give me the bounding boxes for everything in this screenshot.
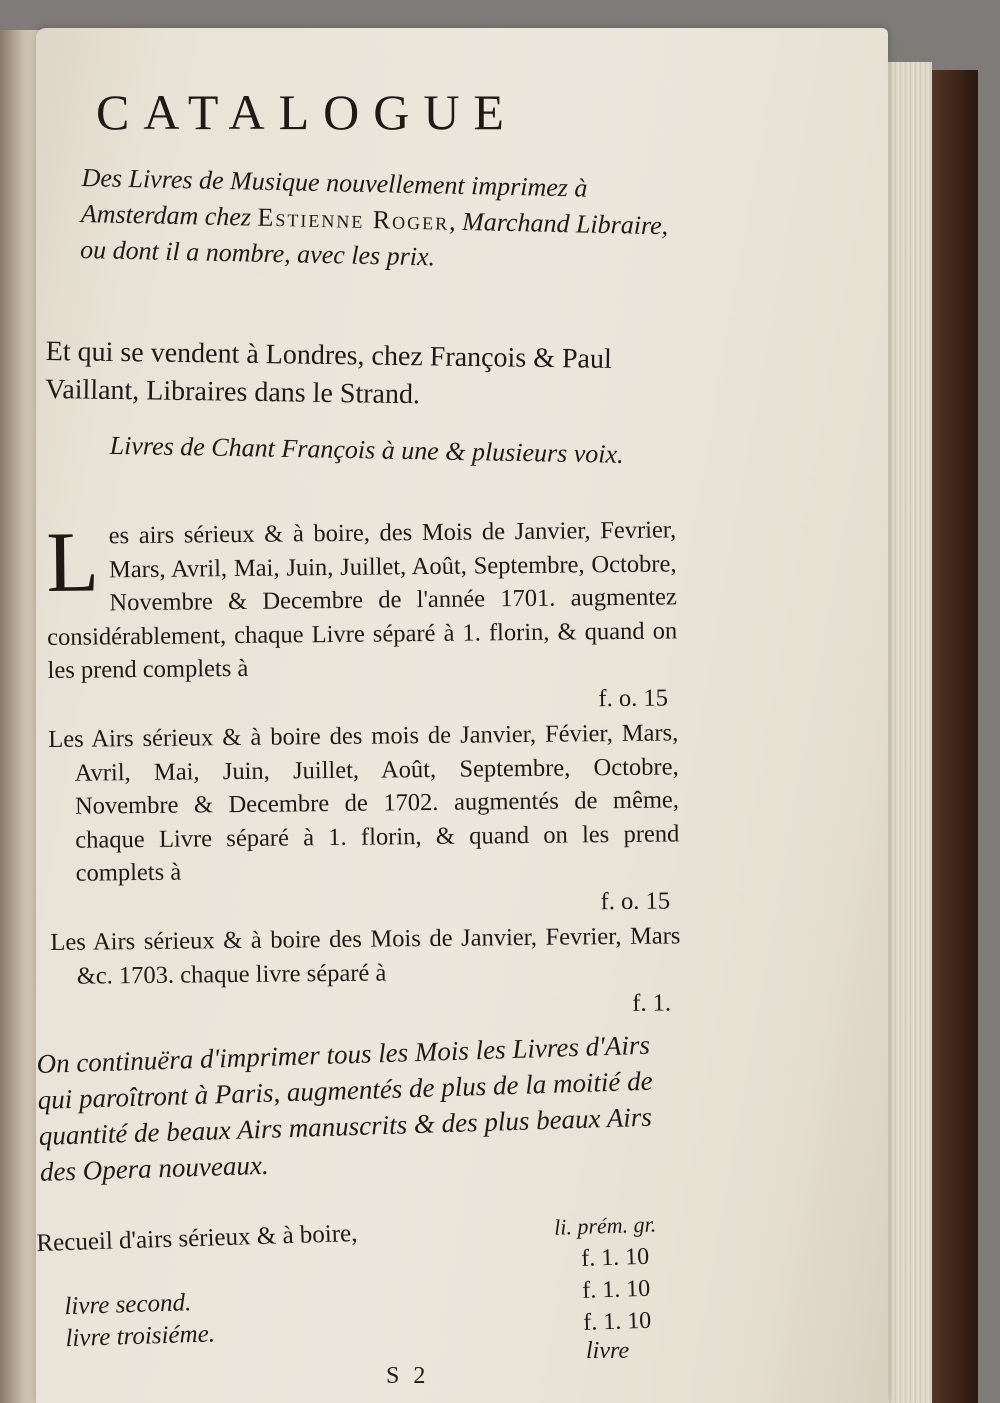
subtitle: [80, 160, 682, 281]
entry-price: f. 1.: [632, 989, 672, 1017]
subtitle-part2: , Marchand Libraire, ou dont il a nombre, avec les prix.: [79, 206, 669, 272]
book-page: [36, 28, 888, 1403]
signature-mark: S 2: [386, 1363, 430, 1389]
catchword: livre: [586, 1338, 630, 1364]
printer-name: Estienne Roger: [257, 202, 450, 236]
entry-text: Les Airs sérieux & à boire des Mois de Janvier, Fevrier, Mars &c. 1703. chaque livre séparé à: [50, 922, 681, 990]
left-page-edge: [0, 30, 40, 1403]
recueil-volume: livre second.: [64, 1289, 192, 1321]
drop-cap: L: [45, 513, 100, 610]
entry-1702: [48, 716, 680, 924]
notice-paragraph: On continuëra d'imprimer tous les Mois les Livres d'Airs qui paroîtront à Paris, augmentés de plus de la moitié de quantité de beaux Airs manuscrits & des plus beaux Airs des Opera nouveaux.: [36, 1029, 654, 1187]
recueil-volume: livre troisiéme.: [65, 1320, 216, 1353]
entry-price: f. o. 15: [600, 886, 671, 915]
entry-1701: [46, 513, 678, 721]
recueil-label: Recueil d'airs sérieux & à boire,: [36, 1219, 358, 1257]
london-line: Et qui se vendent à Londres, chez François & Paul Vaillant, Libraires dans le Strand.: [44, 335, 612, 411]
entries-list: [46, 513, 681, 1028]
recueil-block: [36, 1209, 660, 1356]
recueil-volume: [38, 1282, 64, 1283]
recueil-price: f. 1. 10: [582, 1307, 652, 1336]
recueil-price: f. 1. 10: [581, 1275, 651, 1304]
entry-price: f. o. 15: [598, 683, 669, 712]
section-heading: Livres de Chant François à une & plusieurs voix.: [109, 430, 624, 469]
subtitle-part1: Des Livres de Musique nouvellement imprimez à Amsterdam chez: [80, 162, 588, 232]
recueil-price: f. 1. 10: [580, 1243, 650, 1272]
page-title: CATALOGUE: [96, 84, 518, 140]
entry-text: es airs sérieux & à boire, des Mois de Janvier, Fevrier, Mars, Avril, Mai, Juin, Juillet, Août, Septembre, Octobre, Novembre & Decembre de l'année 1701. augmentez considérablement, chaque Livre séparé à 1. florin, & quand on les prend complets à: [47, 516, 678, 684]
recueil-column-label: li. prém. gr.: [553, 1211, 657, 1240]
entry-text: Les Airs sérieux & à boire des mois de Janvier, Févier, Mars, Avril, Mai, Juin, Juillet, Août, Septembre, Octobre, Novembre & Decembre de 1702. augmentés de même, chaque Livre séparé à 1. florin, & quand on les prend complets à: [48, 719, 680, 887]
entry-1703: [50, 919, 681, 1026]
